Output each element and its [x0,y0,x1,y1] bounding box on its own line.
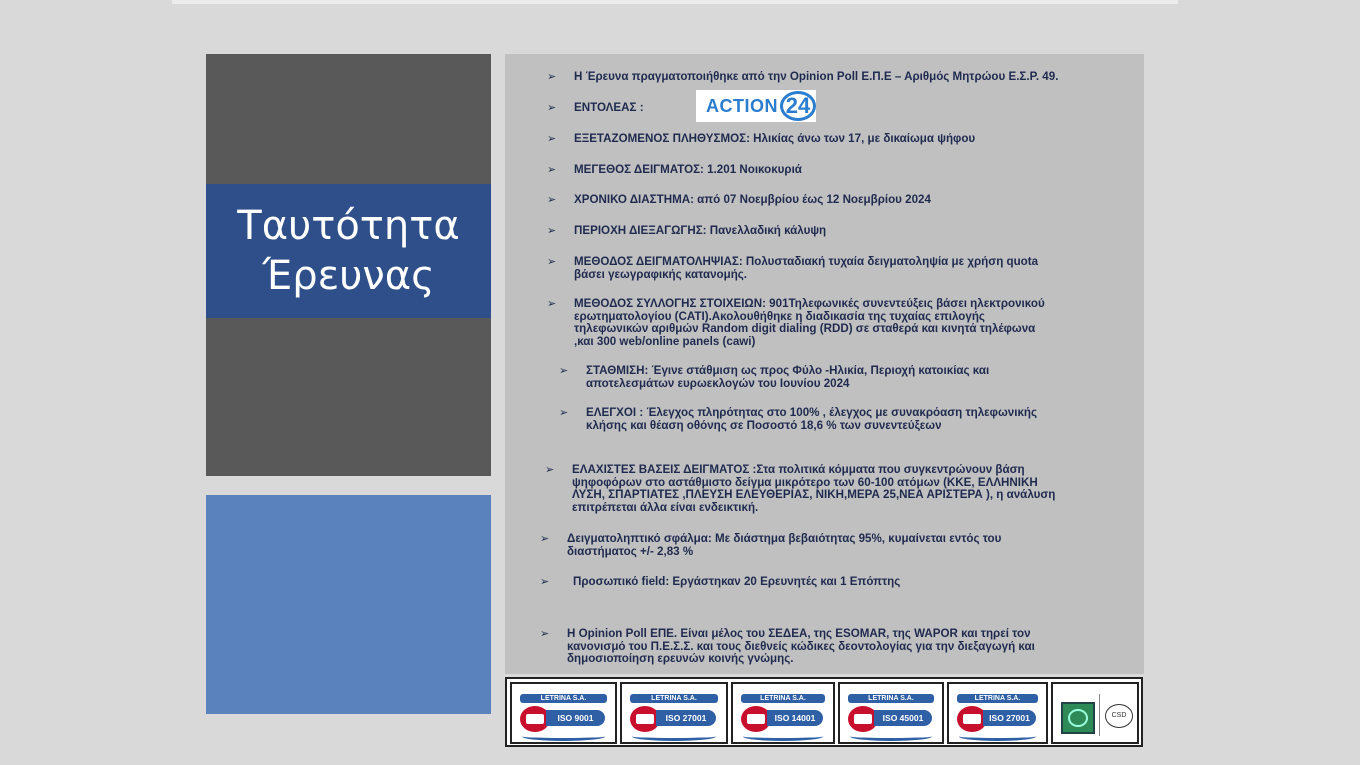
arrow-bullet-icon: ➢ [547,164,557,176]
survey-details-panel [505,54,1144,674]
item-line: τηλεφωνικών αριθμών Random digit dialing (RDD) σε σταθερά και κινητά τηλέφωνα [574,322,1036,335]
action24-logo [696,90,816,122]
cert-issuer: LETRINA S.A. [741,694,825,703]
item-line: Δειγματοληπτικό σφάλμα: Με διάστημα βεβαιότητας 95%, κυμαίνεται εντός του [567,532,1002,545]
title-line-1: Ταυτότητα [237,203,460,249]
item-line: Η Έρευνα πραγματοποιήθηκε από την Opinion Poll Ε.Π.Ε – Αριθμός Μητρώου Ε.Σ.Ρ. 49. [574,70,1059,83]
cert-standard: ISO 45001 [874,710,932,726]
cert-standard: ISO 14001 [767,710,823,726]
cert-issuer: LETRINA S.A. [630,694,718,703]
membership-logos [1051,682,1139,744]
iso-certificate-badge [947,682,1048,744]
swoosh-icon [632,732,716,741]
arrow-bullet-icon: ➢ [547,225,557,237]
swoosh-icon [850,732,932,741]
logo-word: ACTION [706,95,778,116]
cert-standard: ISO 9001 [546,710,605,726]
iso-certificate-badge [838,682,944,744]
arrow-bullet-icon: ➢ [547,133,557,145]
arrow-bullet-icon: ➢ [547,102,557,114]
title-box [206,184,491,318]
arrow-bullet-icon: ➢ [547,298,557,310]
item-line: ΛΥΣΗ, ΣΠΑΡΤΙΑΤΕΣ ,ΠΛΕΥΣΗ ΕΛΕΥΘΕΡΙΑΣ, ΝΙΚΗ,ΜΕΡΑ 25,ΝΕΑ ΑΡΙΣΤΕΡΑ ), η ανάλυση [572,488,1056,501]
item-line: επιτρέπεται άλλα είναι ενδεικτική. [572,500,759,514]
iso-certificate-badge [731,682,835,744]
item-line: Προσωπικό field: Εργάστηκαν 20 Ερευνητές και 1 Επόπτης [573,575,901,588]
item-line: Η Opinion Poll ΕΠΕ. Είναι μέλος του ΣΕΔΕΑ, της ESOMAR, της WAPOR και τηρεί τον [567,627,1031,640]
cert-issuer: LETRINA S.A. [848,694,934,703]
iso-certificate-badge [510,682,617,744]
top-strip [172,0,1178,4]
item-line: ερωτηματολογίου (CATI).Ακολουθήθηκε η διαδικασία της τυχαίας επιλογής [574,309,985,323]
item-line: ΧΡΟΝΙΚΟ ΔΙΑΣΤΗΜΑ: από 07 Νοεμβρίου έως 12 Νοεμβρίου 2024 [574,193,931,206]
swoosh-icon [959,732,1036,741]
left-grey-block-top [206,54,491,184]
item-line: ΕΛΑΧΙΣΤΕΣ ΒΑΣΕΙΣ ΔΕΙΓΜΑΤΟΣ :Στα πολιτικά κόμματα που συγκεντρώνουν βάση [572,463,1025,476]
swoosh-icon [522,732,605,741]
swoosh-icon [743,732,823,741]
arrow-bullet-icon: ➢ [540,576,550,588]
certificates-strip [505,677,1143,747]
arrow-bullet-icon: ➢ [547,194,557,206]
divider [1099,694,1100,736]
item-line: ΠΕΡΙΟΧΗ ΔΙΕΞΑΓΩΓΗΣ: Πανελλαδική κάλυψη [574,224,827,237]
item-line: βάσει γεωγραφικής κατανομής. [574,267,748,281]
item-line: ΜΕΓΕΘΟΣ ΔΕΙΓΜΑΤΟΣ: 1.201 Νοικοκυριά [574,163,802,176]
arrow-bullet-icon: ➢ [559,365,569,377]
item-line: κλήσης και θέαση οθόνης σε Ποσοστό 18,6 % των συνεντεύξεων [586,418,942,432]
arrow-bullet-icon: ➢ [540,628,550,640]
item-line: δημοσιοποίηση ερευνών κοινής γνώμης. [567,652,794,665]
arrow-bullet-icon: ➢ [545,464,555,476]
arrow-bullet-icon: ➢ [559,407,569,419]
iso-certificate-badge [620,682,728,744]
item-line: διαστήματος +/- 2,83 % [567,544,694,558]
title-line-2: Έρευνας [262,253,435,299]
cert-issuer: LETRINA S.A. [957,694,1038,703]
arrow-bullet-icon: ➢ [547,256,557,268]
item-line: ΕΞΕΤΑΖΟΜΕΝΟΣ ΠΛΗΘΥΣΜΟΣ: Ηλικίας άνω των 17, με δικαίωμα ψήφου [574,132,976,145]
item-line: αποτελεσμάτων ευρωεκλογών του Ιουνίου 2024 [586,376,850,390]
cert-standard: ISO 27001 [656,710,716,726]
item-line: ΣΤΑΘΜΙΣΗ: Έγινε στάθμιση ως προς Φύλο -Ηλικία, Περιοχή κατοικίας και [586,364,990,377]
left-blue-block [206,495,491,714]
item-line: ψηφοφόρων στο αστάθμιστο δείγμα μικρότερο των 60-100 ατόμων (ΚΚΕ, ΕΛΛΗΝΙΚΗ [572,475,1038,489]
item-line: κανονισμό του Π.Ε.Σ.Σ. και τους διεθνείς κώδικες δεοντολογίας για την διεξαγωγή και [567,639,1035,653]
item-line: ΜΕΘΟΔΟΣ ΔΕΙΓΜΑΤΟΛΗΨΙΑΣ: Πολυσταδιακή τυχαία δειγματοληψία με χρήση quota [574,255,1039,268]
item-line: ΕΛΕΓΧΟΙ : Έλεγχος πληρότητας στο 100% , έλεγχος με συνακρόαση τηλεφωνικής [586,406,1038,419]
item-line: ΜΕΘΟΔΟΣ ΣΥΛΛΟΓΗΣ ΣΤΟΙΧΕΙΩΝ: 901Τηλεφωνικές συνεντεύξεις βάσει ηλεκτρονικού [574,297,1045,310]
item-line: ΕΝΤΟΛΕΑΣ : [574,101,644,114]
logo-number: 24 [780,91,816,121]
cert-standard: ISO 27001 [983,710,1036,726]
arrow-bullet-icon: ➢ [540,533,550,545]
item-line: ,και 300 web/online panels (cawi) [574,334,756,348]
arrow-bullet-icon: ➢ [547,71,557,83]
left-grey-block-bottom [206,318,491,476]
eqa-logo-icon [1061,702,1095,734]
seal-icon: CSD [1105,704,1133,728]
cert-issuer: LETRINA S.A. [520,694,607,703]
